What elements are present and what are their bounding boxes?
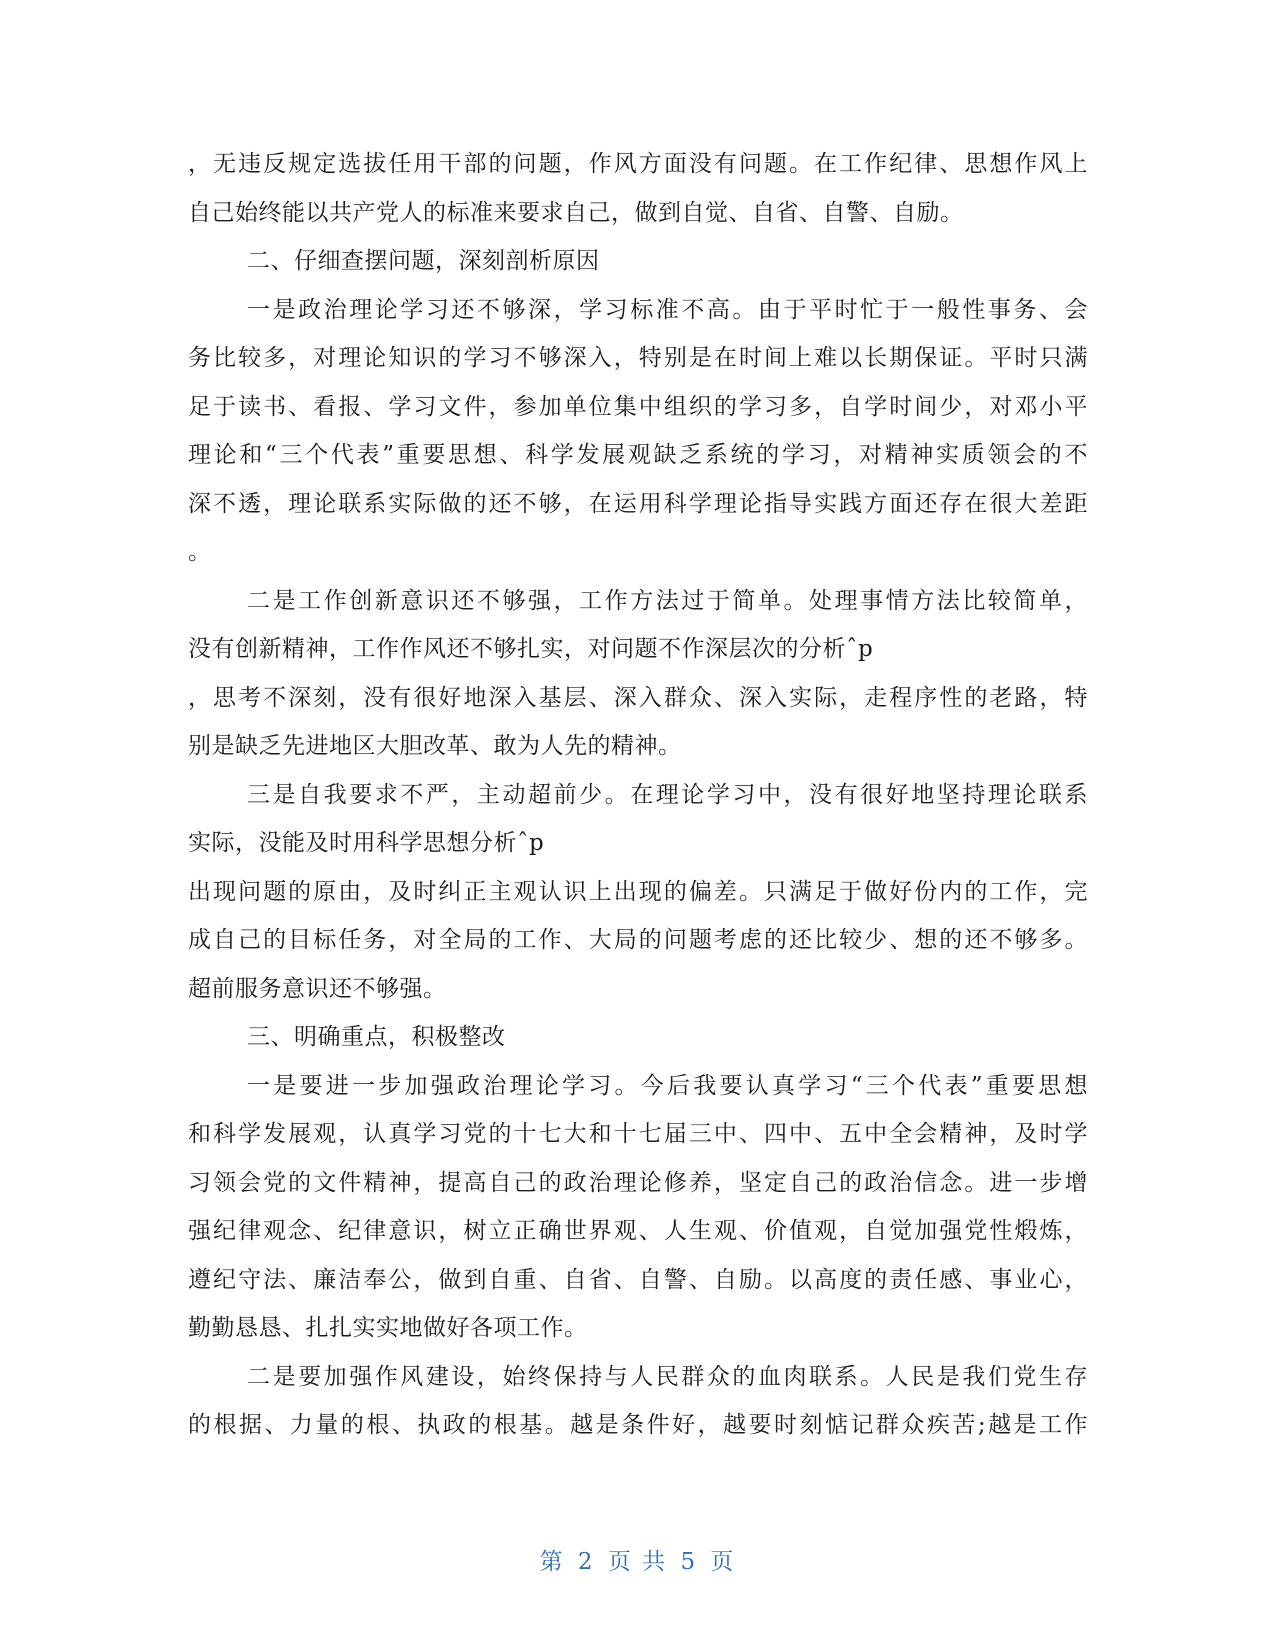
text-line: 自己始终能以共产党人的标准来要求自己，做到自觉、自省、自警、自励。 xyxy=(188,199,964,226)
text-line: ，思考不深刻，没有很好地深入基层、深入群众、深入实际，走程序性的老路，特 xyxy=(188,684,1088,711)
text-line: 一是政治理论学习还不够深，学习标准不高。由于平时忙于一般性事务、会 xyxy=(247,296,1088,323)
text-line: 别是缺乏先进地区大胆改革、敢为人先的精神。 xyxy=(188,733,682,759)
text-line: 习领会党的文件精神，提高自己的政治理论修养，坚定自己的政治信念。进一步增 xyxy=(188,1169,1088,1196)
text-line: 务比较多，对理论知识的学习不够深入，特别是在时间上难以长期保证。平时只满 xyxy=(188,345,1088,371)
text-line: 强纪律观念、纪律意识，树立正确世界观、人生观、价值观，自觉加强党性煅炼， xyxy=(188,1218,1088,1244)
current-page-number: 2 xyxy=(577,1549,595,1575)
text-line: 成自己的目标任务，对全局的工作、大局的问题考虑的还比较少、想的还不够多。 xyxy=(188,927,1088,953)
page-footer xyxy=(0,1543,1275,1576)
text-line: 二是要加强作风建设，始终保持与人民群众的血肉联系。人民是我们党生存 xyxy=(247,1363,1088,1390)
document-body xyxy=(188,146,1088,1456)
text-line: 没有创新精神，工作作风还不够扎实，对问题不作深层次的分析ˆp xyxy=(188,636,874,662)
text-line: 理论和“三个代表”重要思想、科学发展观缺乏系统的学习，对精神实质领会的不 xyxy=(188,442,1088,468)
text-line: 二、仔细查摆问题，深刻剖析原因 xyxy=(247,248,600,274)
text-line: 足于读书、看报、学习文件，参加单位集中组织的学习多，自学时间少，对邓小平 xyxy=(188,393,1088,420)
page-label-suffix: 页 xyxy=(710,1549,736,1575)
text-line: 出现问题的原由，及时纠正主观认识上出现的偏差。只满足于做好份内的工作，完 xyxy=(188,878,1088,905)
text-line: 超前服务意识还不够强。 xyxy=(188,975,447,1002)
text-line: 。 xyxy=(188,539,212,565)
text-line: 三、明确重点，积极整改 xyxy=(247,1024,506,1050)
page-label-mid: 页 共 xyxy=(607,1549,668,1575)
text-line: 的根据、力量的根、执政的根基。越是条件好，越要时刻惦记群众疾苦;越是工作 xyxy=(188,1412,1088,1438)
text-line: 勤勤恳恳、扎扎实实地做好各项工作。 xyxy=(188,1315,588,1341)
text-line: 实际，没能及时用科学思想分析ˆp xyxy=(188,830,545,856)
text-line: 遵纪守法、廉洁奉公，做到自重、自省、自警、自励。以高度的责任感、事业心， xyxy=(188,1266,1088,1293)
page-label-prefix: 第 xyxy=(539,1549,565,1575)
total-pages-number: 5 xyxy=(680,1549,698,1575)
text-line: 二是工作创新意识还不够强，工作方法过于简单。处理事情方法比较简单， xyxy=(247,587,1088,614)
text-line: 一是要进一步加强政治理论学习。今后我要认真学习“三个代表”重要思想 xyxy=(247,1072,1088,1099)
text-line: ，无违反规定选拔任用干部的问题，作风方面没有问题。在工作纪律、思想作风上 xyxy=(188,151,1088,177)
text-line: 三是自我要求不严，主动超前少。在理论学习中，没有很好地坚持理论联系 xyxy=(247,781,1088,808)
text-line: 深不透，理论联系实际做的还不够，在运用科学理论指导实践方面还存在很大差距 xyxy=(188,490,1088,517)
text-line: 和科学发展观，认真学习党的十七大和十七届三中、四中、五中全会精神，及时学 xyxy=(188,1121,1088,1147)
